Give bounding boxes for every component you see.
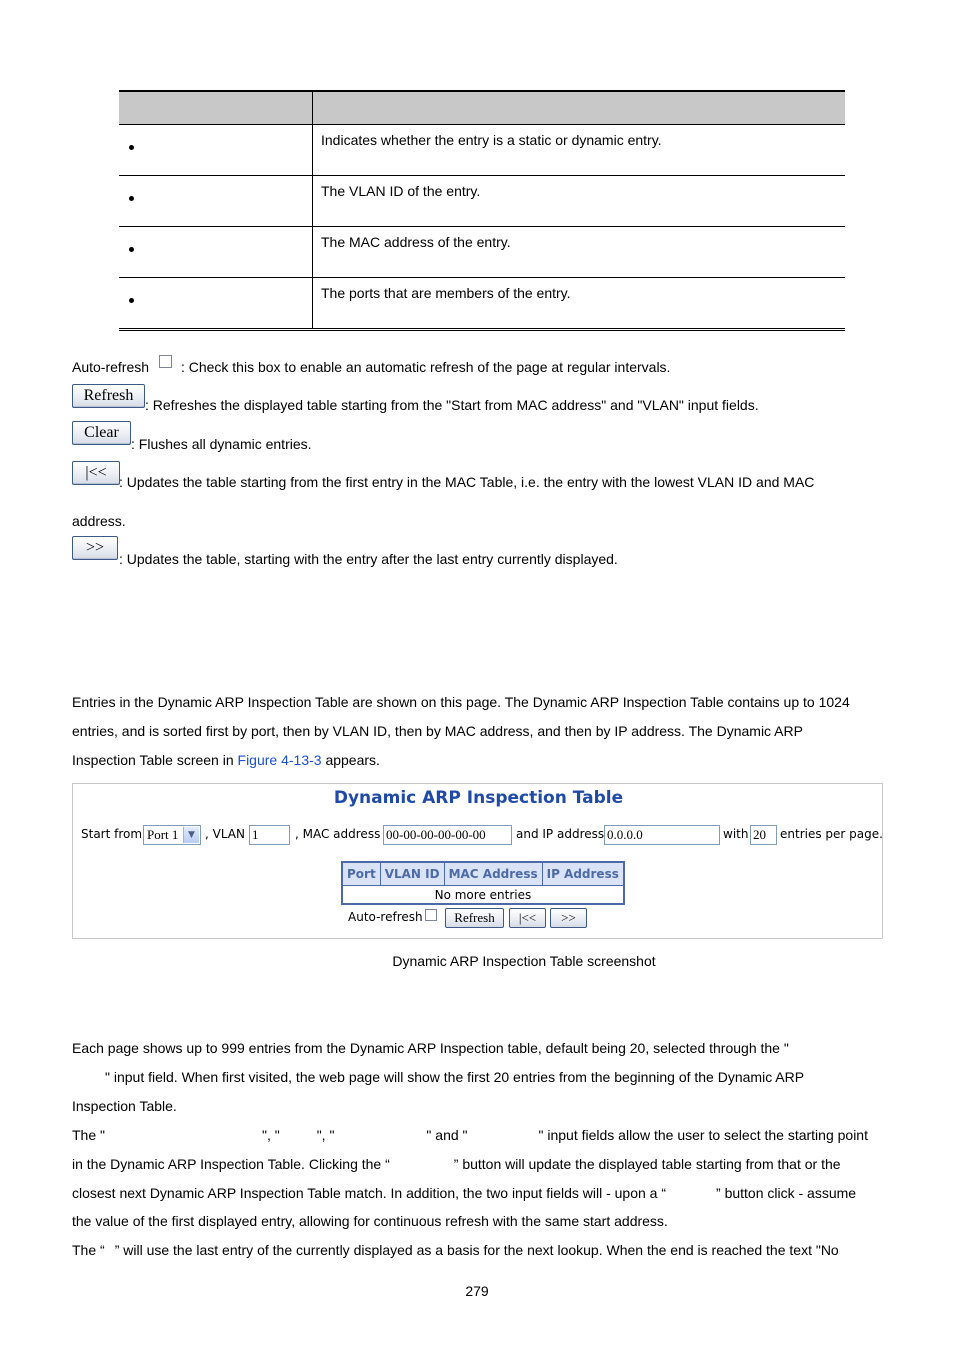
auto-refresh-checkbox[interactable]	[159, 355, 172, 368]
bullet-icon	[129, 196, 134, 201]
port-select[interactable]: Port 1 ▼	[143, 825, 201, 845]
table-row	[119, 176, 845, 227]
table-row	[119, 278, 845, 330]
first-page-description: : Updates the table starting from the first entry in the MAC Table, i.e. the entry with the lowest VLAN ID and MAC	[119, 474, 815, 490]
body-line: the value of the first displayed entry, allowing for continuous refresh with the same start address.	[72, 1213, 668, 1229]
col-ip-address: IP Address	[542, 862, 624, 886]
auto-refresh-label: Auto-refresh	[72, 359, 150, 375]
col-port: Port	[342, 862, 380, 886]
with-label: with	[723, 827, 749, 841]
auto-refresh-description: Auto-refresh : Check this box to enable an automatic refresh of the page at regular intervals.	[72, 359, 671, 375]
page-number: 279	[465, 1283, 489, 1299]
mac-input[interactable]: 00-00-00-00-00-00	[383, 825, 512, 845]
header-cell-object	[119, 91, 313, 125]
table-header-row	[119, 91, 845, 125]
first-page-button[interactable]: |<<	[509, 908, 546, 928]
ip-label: and IP address	[516, 827, 605, 841]
header-cell-description	[313, 91, 846, 125]
body-line: in the Dynamic ARP Inspection Table. Clicking the “ ” button will update the displayed table starting from that or the	[72, 1156, 841, 1172]
next-page-button[interactable]: >>	[550, 908, 587, 928]
row-description: The ports that are members of the entry.	[313, 278, 846, 330]
body-line: closest next Dynamic ARP Inspection Table match. In addition, the two input fields will - upon a “ ” button click - assume	[72, 1185, 857, 1201]
first-page-button[interactable]: |<<	[72, 461, 120, 485]
refresh-button[interactable]: Refresh	[445, 908, 504, 928]
figure-link[interactable]: Figure 4-13-3	[237, 752, 322, 768]
screenshot-title: Dynamic ARP Inspection Table	[333, 788, 624, 808]
arp-table-header	[342, 862, 624, 886]
body-line: Inspection Table.	[72, 1098, 177, 1114]
intro-line: entries, and is sorted first by port, then by VLAN ID, then by MAC address, and then by IP address. The Dynamic ARP	[72, 723, 803, 739]
col-mac-address: MAC Address	[444, 862, 542, 886]
table-row	[119, 125, 845, 176]
bullet-icon	[129, 145, 134, 150]
entries-input[interactable]: 20	[750, 825, 777, 845]
col-vlan-id: VLAN ID	[380, 862, 444, 886]
vlan-label: , VLAN	[205, 827, 245, 841]
row-description: Indicates whether the entry is a static or dynamic entry.	[313, 125, 846, 176]
body-line: The “ ” will use the last entry of the currently displayed as a basis for the next lookup. When the end is reached the text "No	[72, 1242, 839, 1258]
refresh-description: : Refreshes the displayed table starting from the "Start from MAC address" and "VLAN" input fields.	[145, 397, 759, 413]
figure-caption: Dynamic ARP Inspection Table screenshot	[392, 953, 656, 969]
mac-label: , MAC address	[295, 827, 381, 841]
ip-input[interactable]: 0.0.0.0	[604, 825, 720, 845]
empty-message: No more entries	[434, 887, 532, 902]
body-line: The " ", " ", " " and " " input fields allow the user to select the starting point	[72, 1127, 868, 1143]
table-row	[119, 227, 845, 278]
body-line: " input field. When first visited, the web page will show the first 20 entries from the beginning of the Dynamic ARP	[105, 1069, 805, 1085]
next-page-button[interactable]: >>	[72, 536, 118, 560]
body-line: Each page shows up to 999 entries from the Dynamic ARP Inspection table, default being 20, selected through the "	[72, 1040, 789, 1056]
start-from-label: Start from	[81, 827, 143, 841]
entries-label: entries per page.	[780, 827, 883, 841]
arp-table	[341, 861, 625, 905]
next-page-description: : Updates the table, starting with the entry after the last entry currently displayed.	[119, 551, 618, 567]
clear-button[interactable]: Clear	[72, 421, 131, 445]
auto-refresh-label: Auto-refresh	[348, 910, 423, 924]
bullet-icon	[129, 298, 134, 303]
dynamic-arp-screenshot	[72, 783, 883, 939]
row-description: The VLAN ID of the entry.	[313, 176, 846, 227]
bullet-icon	[129, 247, 134, 252]
intro-line: Inspection Table screen in Figure 4-13-3 appears.	[72, 752, 380, 768]
description-table	[119, 90, 845, 331]
row-description: The MAC address of the entry.	[313, 227, 846, 278]
vlan-input[interactable]: 1	[249, 825, 290, 845]
table-row	[342, 886, 624, 905]
chevron-down-icon: ▼	[183, 827, 199, 843]
clear-description: : Flushes all dynamic entries.	[131, 436, 312, 452]
intro-line: Entries in the Dynamic ARP Inspection Table are shown on this page. The Dynamic ARP Inspection Table contains up to 1024	[72, 694, 850, 710]
auto-refresh-checkbox[interactable]	[425, 909, 437, 921]
first-page-description-cont: address.	[72, 513, 126, 529]
refresh-button[interactable]: Refresh	[72, 384, 145, 408]
